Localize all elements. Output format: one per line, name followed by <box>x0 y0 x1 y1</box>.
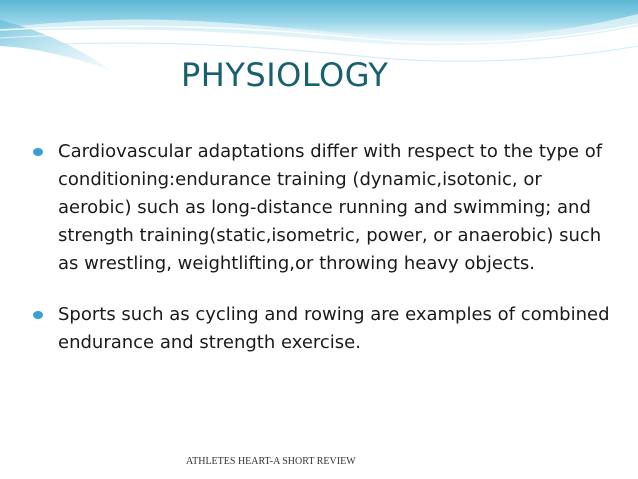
bullet-marker-icon <box>33 311 43 319</box>
slide-title: PHYSIOLOGY <box>181 56 389 94</box>
bullet-text: Cardiovascular adaptations differ with respect to the type of conditioning:endurance training (dynamic,isotonic, or aerobic) such as long-distance running and swimming; and strength training(static,isometric, power, or anaerobic) such as wrestling, weightlifting,or throwing heavy objects. <box>58 141 603 274</box>
bullet-text: Sports such as cycling and rowing are examples of combined endurance and strength exercise. <box>58 304 610 353</box>
bullet-item <box>32 301 617 357</box>
bullet-marker-icon <box>33 148 43 156</box>
bullet-list <box>32 138 617 357</box>
slide-footer: ATHLETES HEART-A SHORT REVIEW <box>186 456 356 467</box>
bullet-item <box>32 138 617 278</box>
